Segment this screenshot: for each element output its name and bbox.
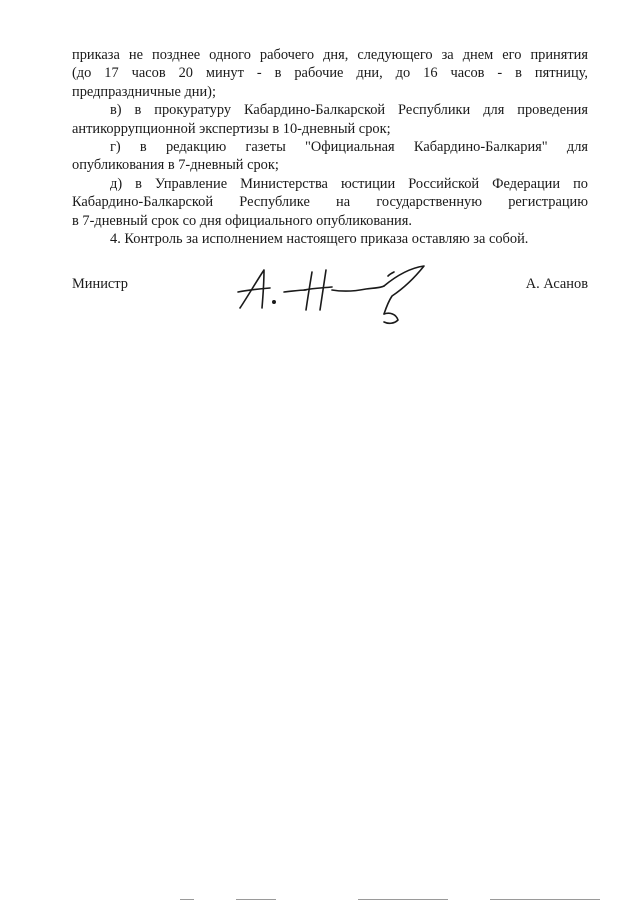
text-line: в 7-дневный срок со дня официального опубликования. [72, 212, 412, 229]
text-line: Кабардино-Балкарской Республике на государственную регистрацию [72, 194, 588, 211]
document-body [72, 46, 588, 248]
footer-rule-segment [236, 899, 276, 900]
signature-block [72, 262, 588, 332]
text-line: 4. Контроль за исполнением настоящего приказа оставляю за собой. [110, 231, 529, 248]
paragraph-intro [72, 46, 588, 101]
text-line: антикоррупционной экспертизы в 10-дневный срок; [72, 120, 391, 137]
text-line: д) в Управление Министерства юстиции Российской Федерации по [110, 175, 588, 192]
paragraph-item-v [72, 101, 588, 138]
paragraph-item-4 [72, 230, 588, 248]
text-line: опубликования в 7-дневный срок; [72, 157, 279, 174]
footer-rule-segment [490, 899, 600, 900]
text-line: в) в прокуратуру Кабардино-Балкарской Республики для проведения [110, 102, 588, 119]
text-line: (до 17 часов 20 минут - в рабочие дни, до 16 часов - в пятницу, [72, 65, 588, 82]
footer-rule [180, 897, 600, 901]
handwritten-signature-icon [234, 262, 434, 326]
footer-rule-segment [358, 899, 448, 900]
paragraph-item-d [72, 175, 588, 230]
footer-rule-segment [180, 899, 194, 900]
signer-role: Министр [72, 276, 128, 292]
text-line: приказа не позднее одного рабочего дня, следующего за днем его принятия [72, 47, 588, 63]
paragraph-item-g [72, 138, 588, 175]
text-line: предпраздничные дни); [72, 83, 216, 100]
signer-name: А. Асанов [525, 276, 588, 292]
text-line: г) в редакцию газеты "Официальная Кабардино-Балкария" для [110, 139, 588, 156]
